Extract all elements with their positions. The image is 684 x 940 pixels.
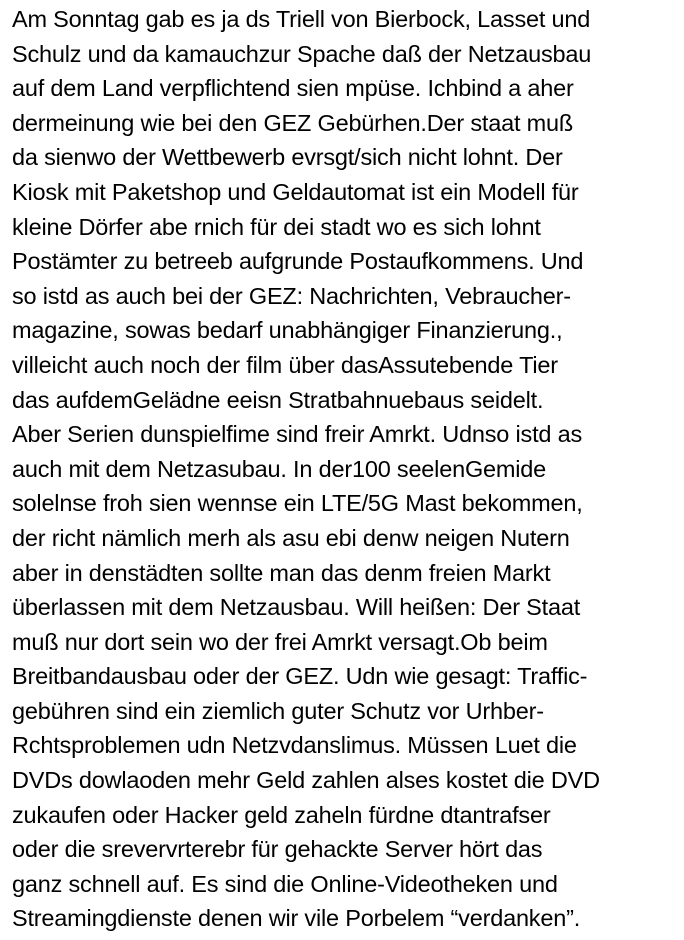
text-line: gebühren sind ein ziemlich guter Schutz vor Urhber- — [12, 697, 544, 724]
text-line: kleine Dörfer abe rnich für dei stadt wo es sich lohnt — [12, 213, 541, 240]
text-line: da sienwo der Wettbewerb evrsgt/sich nicht lohnt. Der — [12, 144, 563, 171]
text-line: Breitbandausbau oder der GEZ. Udn wie gesagt: Traffic- — [12, 663, 588, 690]
text-line: der richt nämlich merh als asu ebi denw neigen Nutern — [12, 524, 570, 551]
text-line: Aber Serien dunspielfime sind freir Amrkt. Udnso istd as — [12, 421, 583, 448]
text-line: Postämter zu betreeb aufgrunde Postaufkommens. Und — [12, 248, 584, 275]
text-line: villeicht auch noch der film über dasAssutebende Tier — [12, 351, 558, 378]
text-line: Rchtsproblemen udn Netzvdanslimus. Müssen Luet die — [12, 732, 577, 759]
text-line: das aufdemGelädne eeisn Stratbahnuebaus seidelt. — [12, 386, 544, 413]
text-line: dermeinung wie bei den GEZ Gebürhen.Der staat muß — [12, 109, 574, 136]
text-line: Streamingdienste denen wir vile Porbelem “verdanken”. — [12, 905, 581, 932]
text-line: oder die srevervrterebr für gehackte Server hört das — [12, 836, 543, 863]
text-line: Schulz und da kamauchzur Spache daß der Netzausbau — [12, 40, 592, 67]
text-line: DVDs dowlaoden mehr Geld zahlen alses kostet die DVD — [12, 767, 600, 794]
text-line: überlassen mit dem Netzausbau. Will heißen: Der Staat — [12, 594, 581, 621]
text-line: Kiosk mit Paketshop und Geldautomat ist ein Modell für — [12, 178, 579, 205]
text-line: aber in denstädten sollte man das denm freien Markt — [12, 559, 551, 586]
text-line: ganz schnell auf. Es sind die Online-Videotheken und — [12, 870, 558, 897]
text-line: zukaufen oder Hacker geld zaheln fürdne dtantrafser — [12, 801, 551, 828]
text-line: solelnse froh sien wennse ein LTE/5G Mast bekommen, — [12, 490, 583, 517]
body-text — [12, 2, 600, 936]
text-line: muß nur dort sein wo der frei Amrkt versagt.Ob beim — [12, 628, 548, 655]
text-line: magazine, sowas bedarf unabhängiger Finanzierung., — [12, 317, 563, 344]
text-line: so istd as auch bei der GEZ: Nachrichten, Vebraucher- — [12, 282, 571, 309]
text-line: auf dem Land verpflichtend sien mpüse. Ichbind a aher — [12, 75, 574, 102]
text-line: Am Sonntag gab es ja ds Triell von Bierbock, Lasset und — [12, 6, 591, 32]
text-line: auch mit dem Netzasubau. In der100 seelenGemide — [12, 455, 547, 482]
